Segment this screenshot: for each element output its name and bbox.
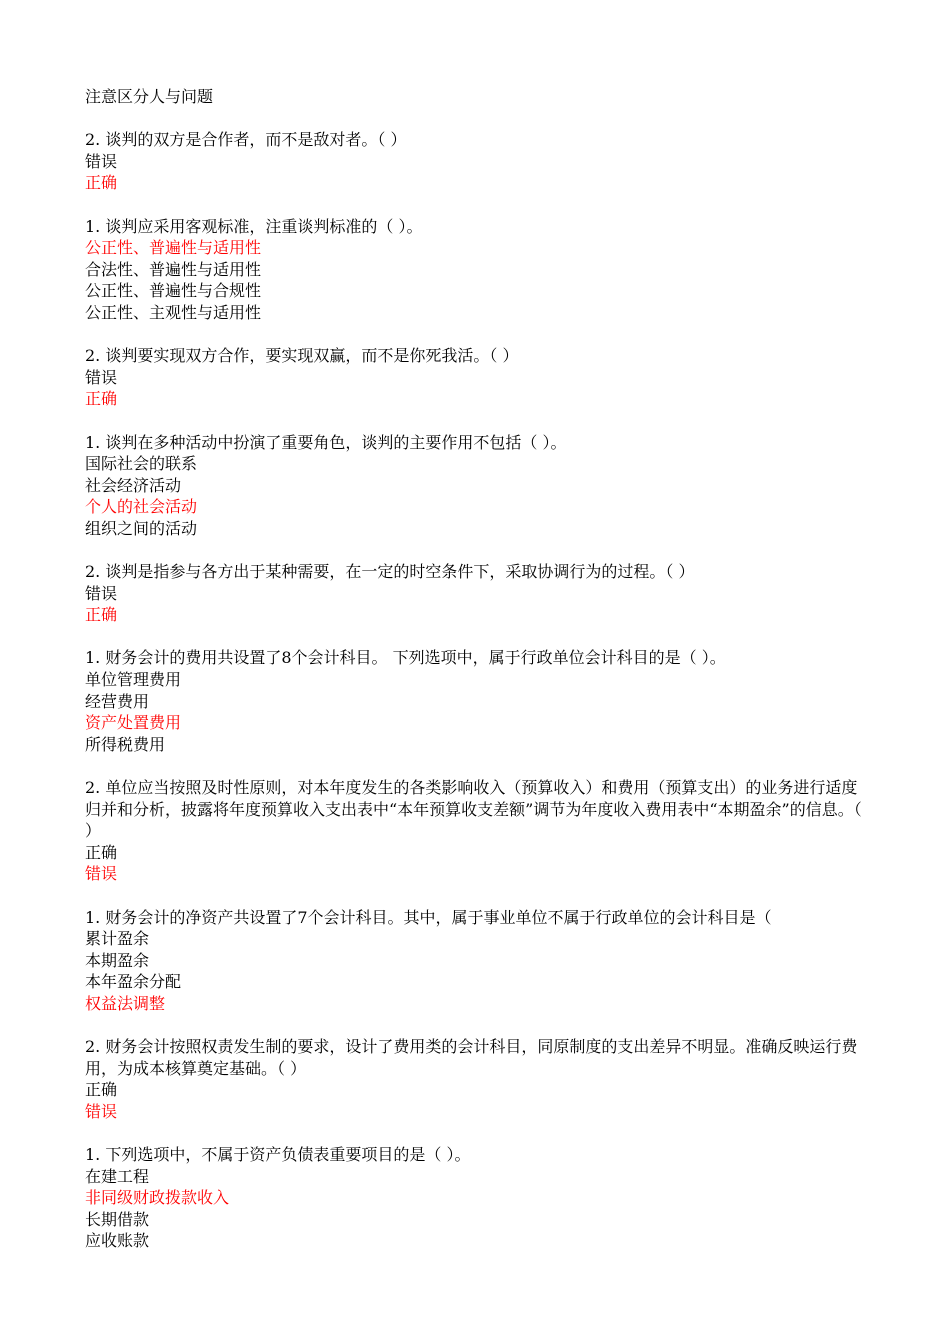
answer-option: 经营费用: [85, 691, 150, 711]
answer-option-correct: 错误: [85, 864, 118, 884]
answer-option: 所得税费用: [85, 734, 166, 754]
answer-option: 国际社会的联系: [85, 454, 198, 474]
question-block: [85, 216, 865, 324]
answer-option-correct: 资产处置费用: [85, 713, 182, 733]
answer-option: 本年盈余分配: [85, 972, 182, 992]
question-stem: 2. 单位应当按照及时性原则，对本年度发生的各类影响收入（预算收入）和费用（预算支出）的业务进行适度归并和分析，披露将年度预算收入支出表中“本年预算收支差额”调节为年度收入费用表中“本期盈余”的信息。（ ）: [85, 778, 862, 841]
question-block: [85, 1144, 865, 1252]
question-block: [85, 907, 865, 1015]
answer-option-correct: 正确: [85, 389, 118, 409]
question-block: [85, 1036, 865, 1122]
answer-option: 合法性、普遍性与适用性: [85, 259, 262, 279]
question-stem: 2. 谈判要实现双方合作，要实现双赢，而不是你死我活。（ ）: [85, 346, 519, 366]
question-block: [85, 647, 865, 755]
answer-option: 错误: [85, 583, 118, 603]
answer-option: 错误: [85, 367, 118, 387]
question-stem: 2. 谈判是指参与各方出于某种需要，在一定的时空条件下，采取协调行为的过程。（ ）: [85, 562, 695, 582]
answer-option: 正确: [85, 842, 118, 862]
question-block: [85, 561, 865, 626]
answer-option: 应收账款: [85, 1231, 150, 1251]
question-list: [85, 129, 865, 1252]
answer-option-correct: 个人的社会活动: [85, 497, 198, 517]
question-stem: 1. 财务会计的净资产共设置了7个会计科目。其中，属于事业单位不属于行政单位的会计科目是（: [85, 907, 772, 927]
question-stem: 1. 财务会计的费用共设置了8个会计科目。 下列选项中，属于行政单位会计科目的是（ ）。: [85, 648, 726, 668]
question-block: [85, 345, 865, 410]
question-stem: 1. 下列选项中，不属于资产负债表重要项目的是（ ）。: [85, 1145, 471, 1165]
answer-option-correct: 公正性、普遍性与适用性: [85, 238, 262, 258]
answer-option-correct: 正确: [85, 173, 118, 193]
answer-option: 长期借款: [85, 1209, 150, 1229]
answer-option: 在建工程: [85, 1166, 150, 1186]
question-stem: 2. 谈判的双方是合作者，而不是敌对者。（ ）: [85, 130, 407, 150]
document-heading: 注意区分人与问题: [85, 87, 214, 106]
answer-option-correct: 错误: [85, 1101, 118, 1121]
answer-option-correct: 正确: [85, 605, 118, 625]
document-page: [85, 86, 865, 1252]
answer-option: 本期盈余: [85, 950, 150, 970]
question-block: [85, 432, 865, 540]
answer-option: 组织之间的活动: [85, 518, 198, 538]
answer-option: 错误: [85, 151, 118, 171]
answer-option-correct: 权益法调整: [85, 993, 166, 1013]
answer-option: 单位管理费用: [85, 670, 182, 690]
answer-option: 累计盈余: [85, 929, 150, 949]
question-block: [85, 129, 865, 194]
question-block: [85, 777, 865, 885]
answer-option: 公正性、主观性与适用性: [85, 302, 262, 322]
question-stem: 1. 谈判在多种活动中扮演了重要角色，谈判的主要作用不包括（ ）。: [85, 432, 567, 452]
answer-option: 社会经济活动: [85, 475, 182, 495]
answer-option-correct: 非同级财政拨款收入: [85, 1188, 230, 1208]
question-stem: 1. 谈判应采用客观标准，注重谈判标准的（ ）。: [85, 216, 423, 236]
answer-option: 正确: [85, 1080, 118, 1100]
answer-option: 公正性、普遍性与合规性: [85, 281, 262, 301]
question-stem: 2. 财务会计按照权责发生制的要求，设计了费用类的会计科目，同原制度的支出差异不明显。准确反映运行费用，为成本核算奠定基础。（ ）: [85, 1037, 858, 1078]
